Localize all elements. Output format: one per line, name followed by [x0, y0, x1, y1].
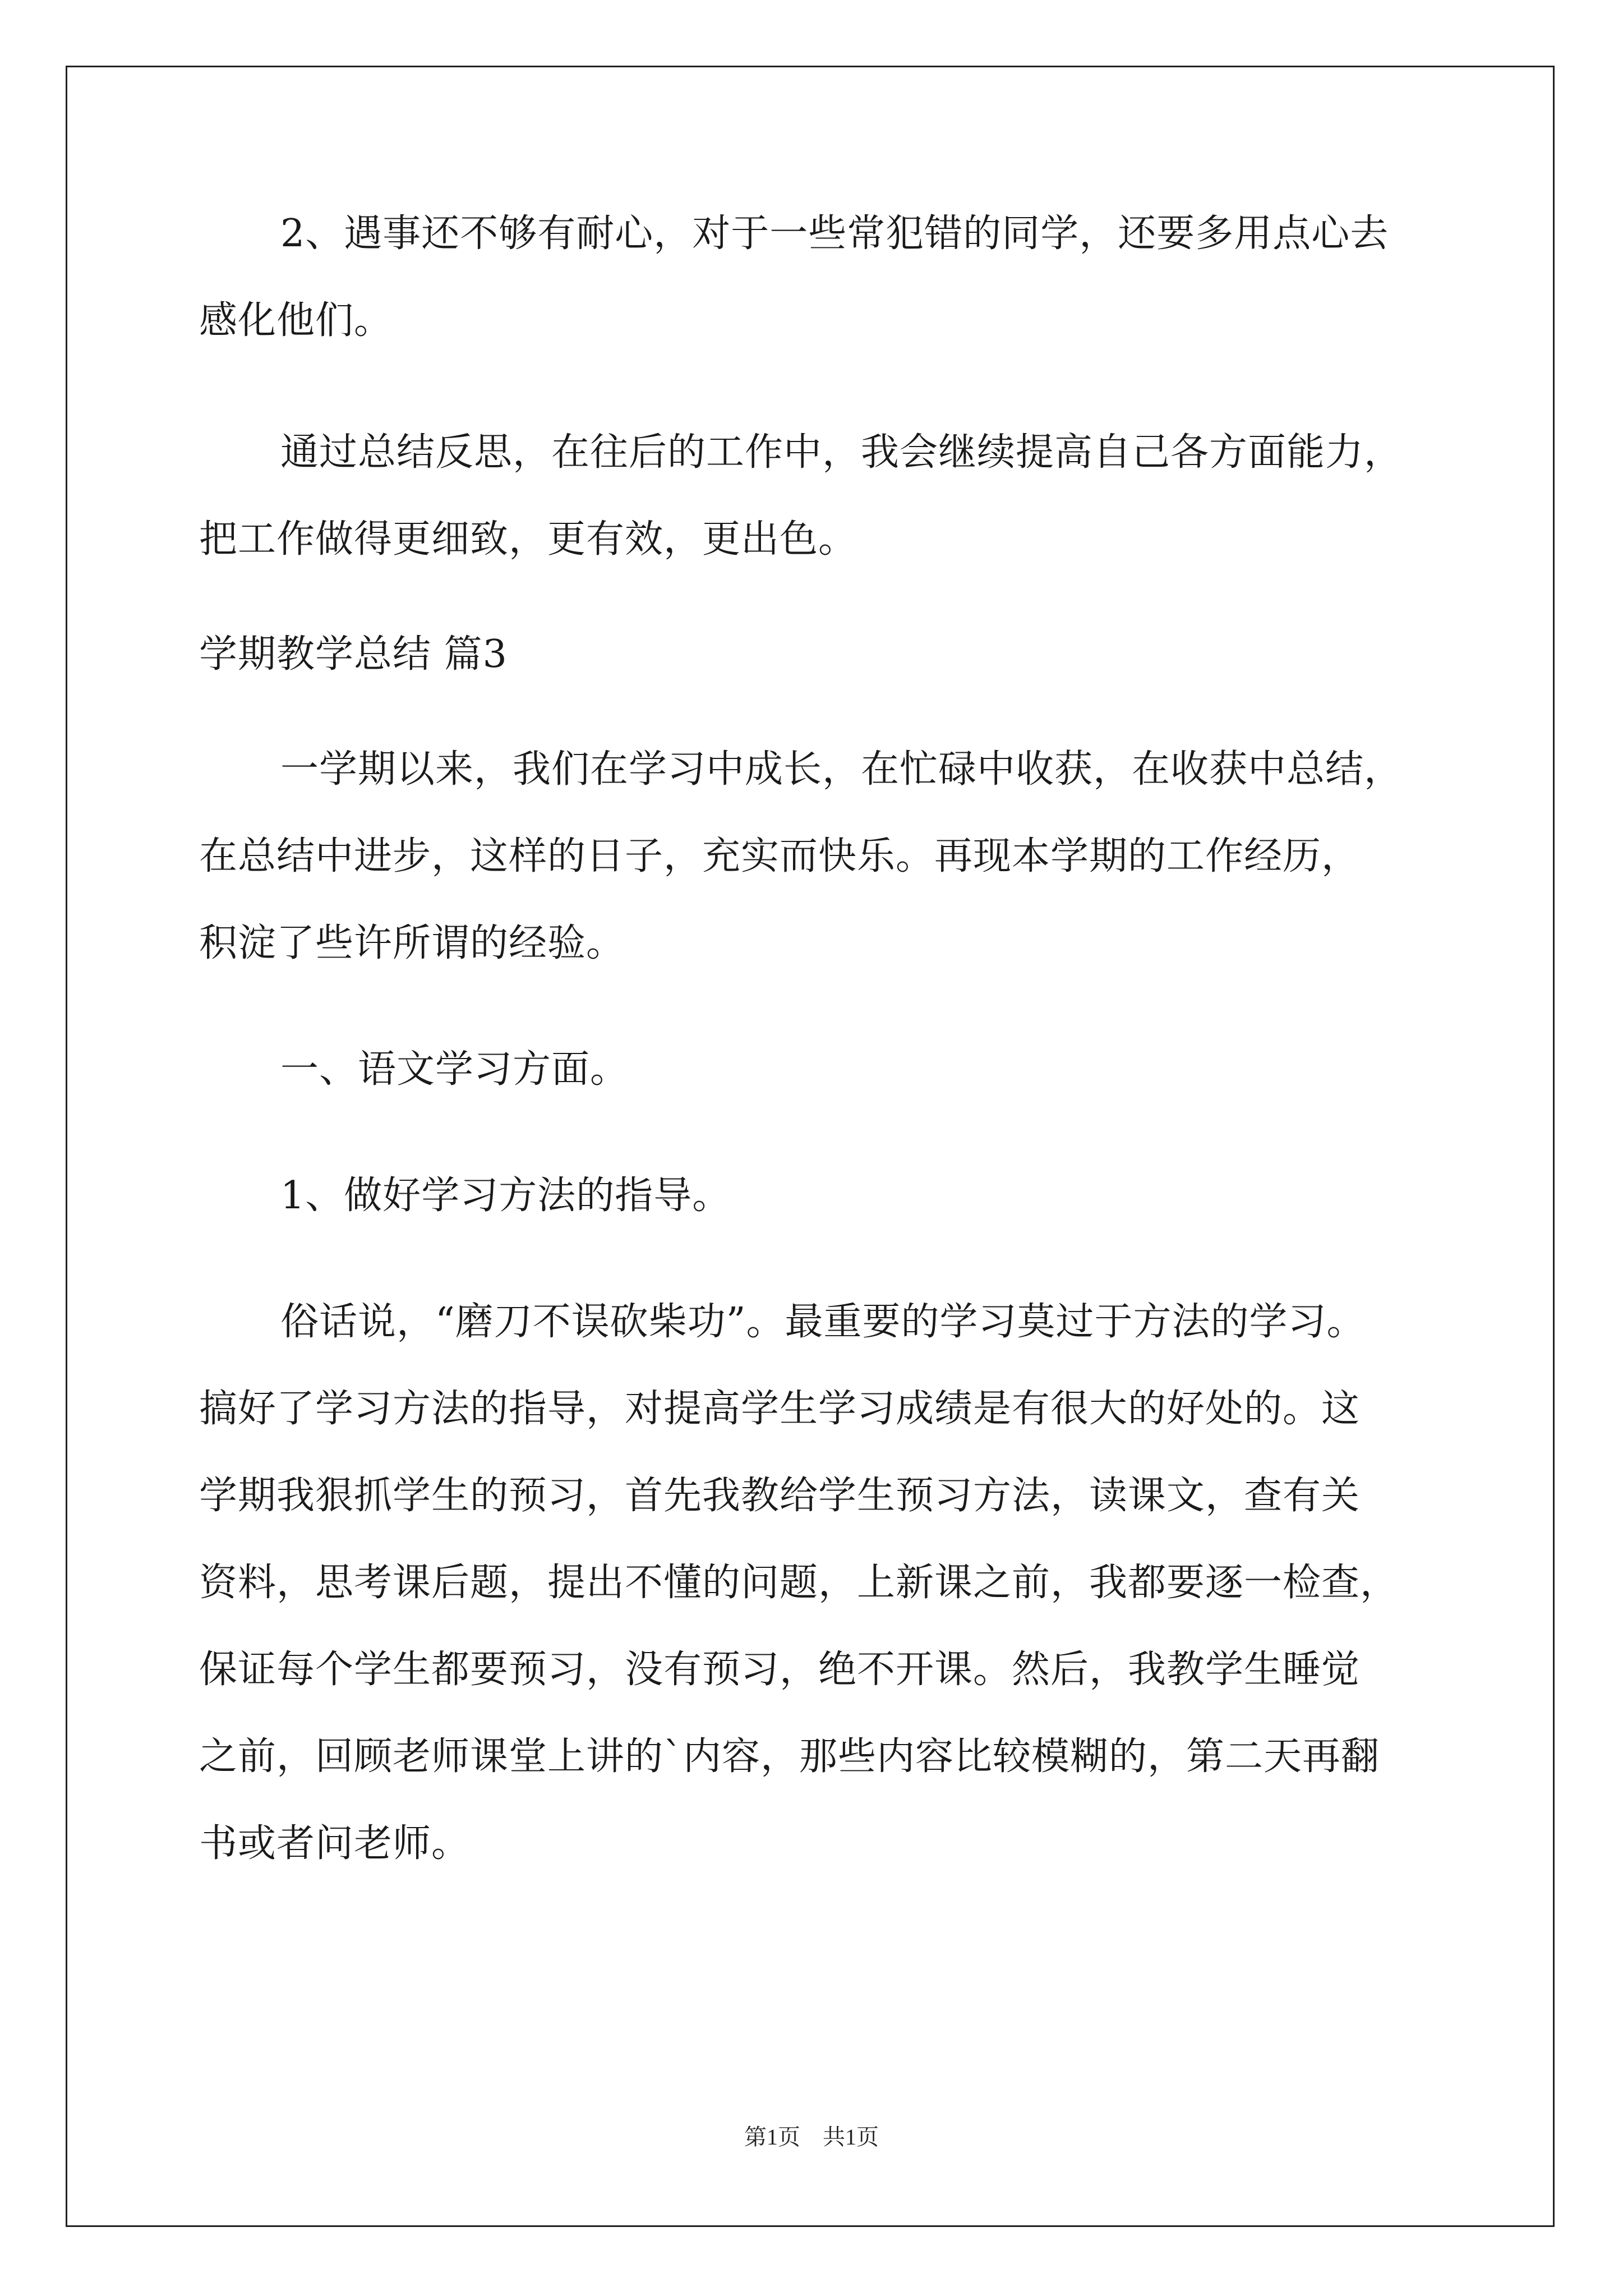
paragraph-line: 搞好了学习方法的指导，对提高学生学习成绩是有很大的好处的。这: [199, 1387, 1361, 1431]
paragraph-line: 感化他们。: [199, 298, 393, 343]
paragraph-line: 学期我狠抓学生的预习，首先我教给学生预习方法，读课文，查有关: [199, 1474, 1361, 1518]
section-heading: 学期教学总结 篇3: [199, 632, 508, 677]
paragraph-line: 之前，回顾老师课堂上讲的`内容，那些内容比较模糊的，第二天再翻: [199, 1734, 1380, 1779]
page-footer: 第1页 共1页: [744, 2124, 879, 2150]
paragraph-line: 在总结中进步，这样的日子，充实而快乐。再现本学期的工作经历，: [199, 834, 1361, 878]
paragraph-line: 1、做好学习方法的指导。: [280, 1174, 731, 1218]
paragraph-line: 保证每个学生都要预习，没有预习，绝不开课。然后，我教学生睡觉: [199, 1648, 1361, 1692]
paragraph-line: 2、遇事还不够有耐心，对于一些常犯错的同学，还要多用点心去: [280, 211, 1389, 256]
paragraph-line: 一学期以来，我们在学习中成长，在忙碌中收获，在收获中总结，: [280, 747, 1403, 792]
page-border: [66, 66, 1555, 2227]
paragraph-line: 通过总结反思，在往后的工作中，我会继续提高自己各方面能力，: [280, 430, 1403, 475]
paragraph-line: 积淀了些许所谓的经验。: [199, 921, 625, 965]
paragraph-line: 一、语文学习方面。: [280, 1047, 629, 1092]
paragraph-line: 把工作做得更细致，更有效，更出色。: [199, 517, 857, 562]
paragraph-line: 俗话说，“磨刀不误砍柴功”。最重要的学习莫过于方法的学习。: [280, 1300, 1366, 1344]
paragraph-line: 资料，思考课后题，提出不懂的问题，上新课之前，我都要逐一检查，: [199, 1561, 1399, 1605]
paragraph-line: 书或者问老师。: [199, 1821, 471, 1866]
